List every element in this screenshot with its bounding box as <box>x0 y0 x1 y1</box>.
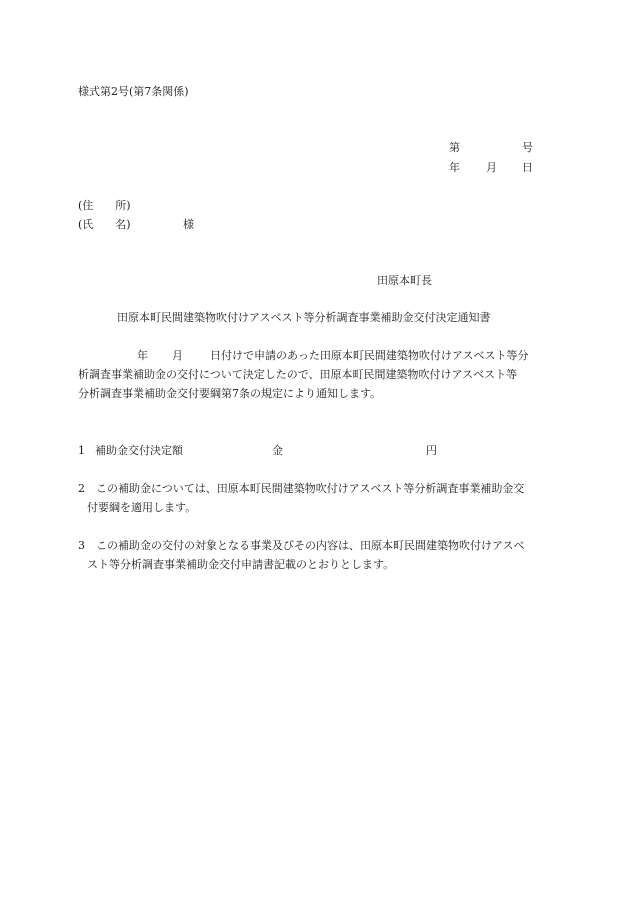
item-3-line-1: 3 この補助金の交付の対象となる事業及びその内容は、田原本町民間建築物吹付けアスベ <box>78 539 525 552</box>
body-line-2: 析調査事業補助金の交付について決定したので、田原本町民間建築物吹付けアスベスト等 <box>78 368 518 381</box>
item-1-number: 1 <box>78 444 85 457</box>
item-2-line-1: 2 この補助金については、田原本町民間建築物吹付けアスベスト等分析調査事業補助金交 <box>78 482 525 495</box>
body-line-1-text: 日付けで申請のあった田原本町民間建築物吹付けアスベスト等分 <box>210 349 529 362</box>
body-month-label: 月 <box>172 349 183 362</box>
date-month-label: 月 <box>486 161 497 174</box>
item-3-line-2: スト等分析調査事業補助金交付申請書記載のとおりとします。 <box>87 558 395 571</box>
item-1-yen: 円 <box>426 444 437 457</box>
date-year-label: 年 <box>449 161 460 174</box>
item-2-line-2: 付要綱を適用します。 <box>87 501 197 514</box>
recipient-address-label: (住 所) <box>78 199 131 212</box>
item-1-label: 補助金交付決定額 <box>95 444 183 457</box>
form-number: 様式第2号(第7条関係) <box>78 85 189 98</box>
recipient-name-label: (氏 名) <box>78 218 131 231</box>
body-line-3: 分析調査事業補助金交付要綱第7条の規定により通知します。 <box>78 387 382 400</box>
reference-number-prefix: 第 <box>449 141 460 154</box>
reference-number-suffix: 号 <box>522 141 533 154</box>
item-1-kin: 金 <box>272 444 283 457</box>
body-year-label: 年 <box>137 349 148 362</box>
document-title: 田原本町民間建築物吹付けアスベスト等分析調査事業補助金交付決定通知書 <box>117 311 491 324</box>
issuer-name: 田原本町長 <box>377 274 432 287</box>
date-day-label: 日 <box>522 161 533 174</box>
recipient-honorific: 様 <box>183 218 194 231</box>
